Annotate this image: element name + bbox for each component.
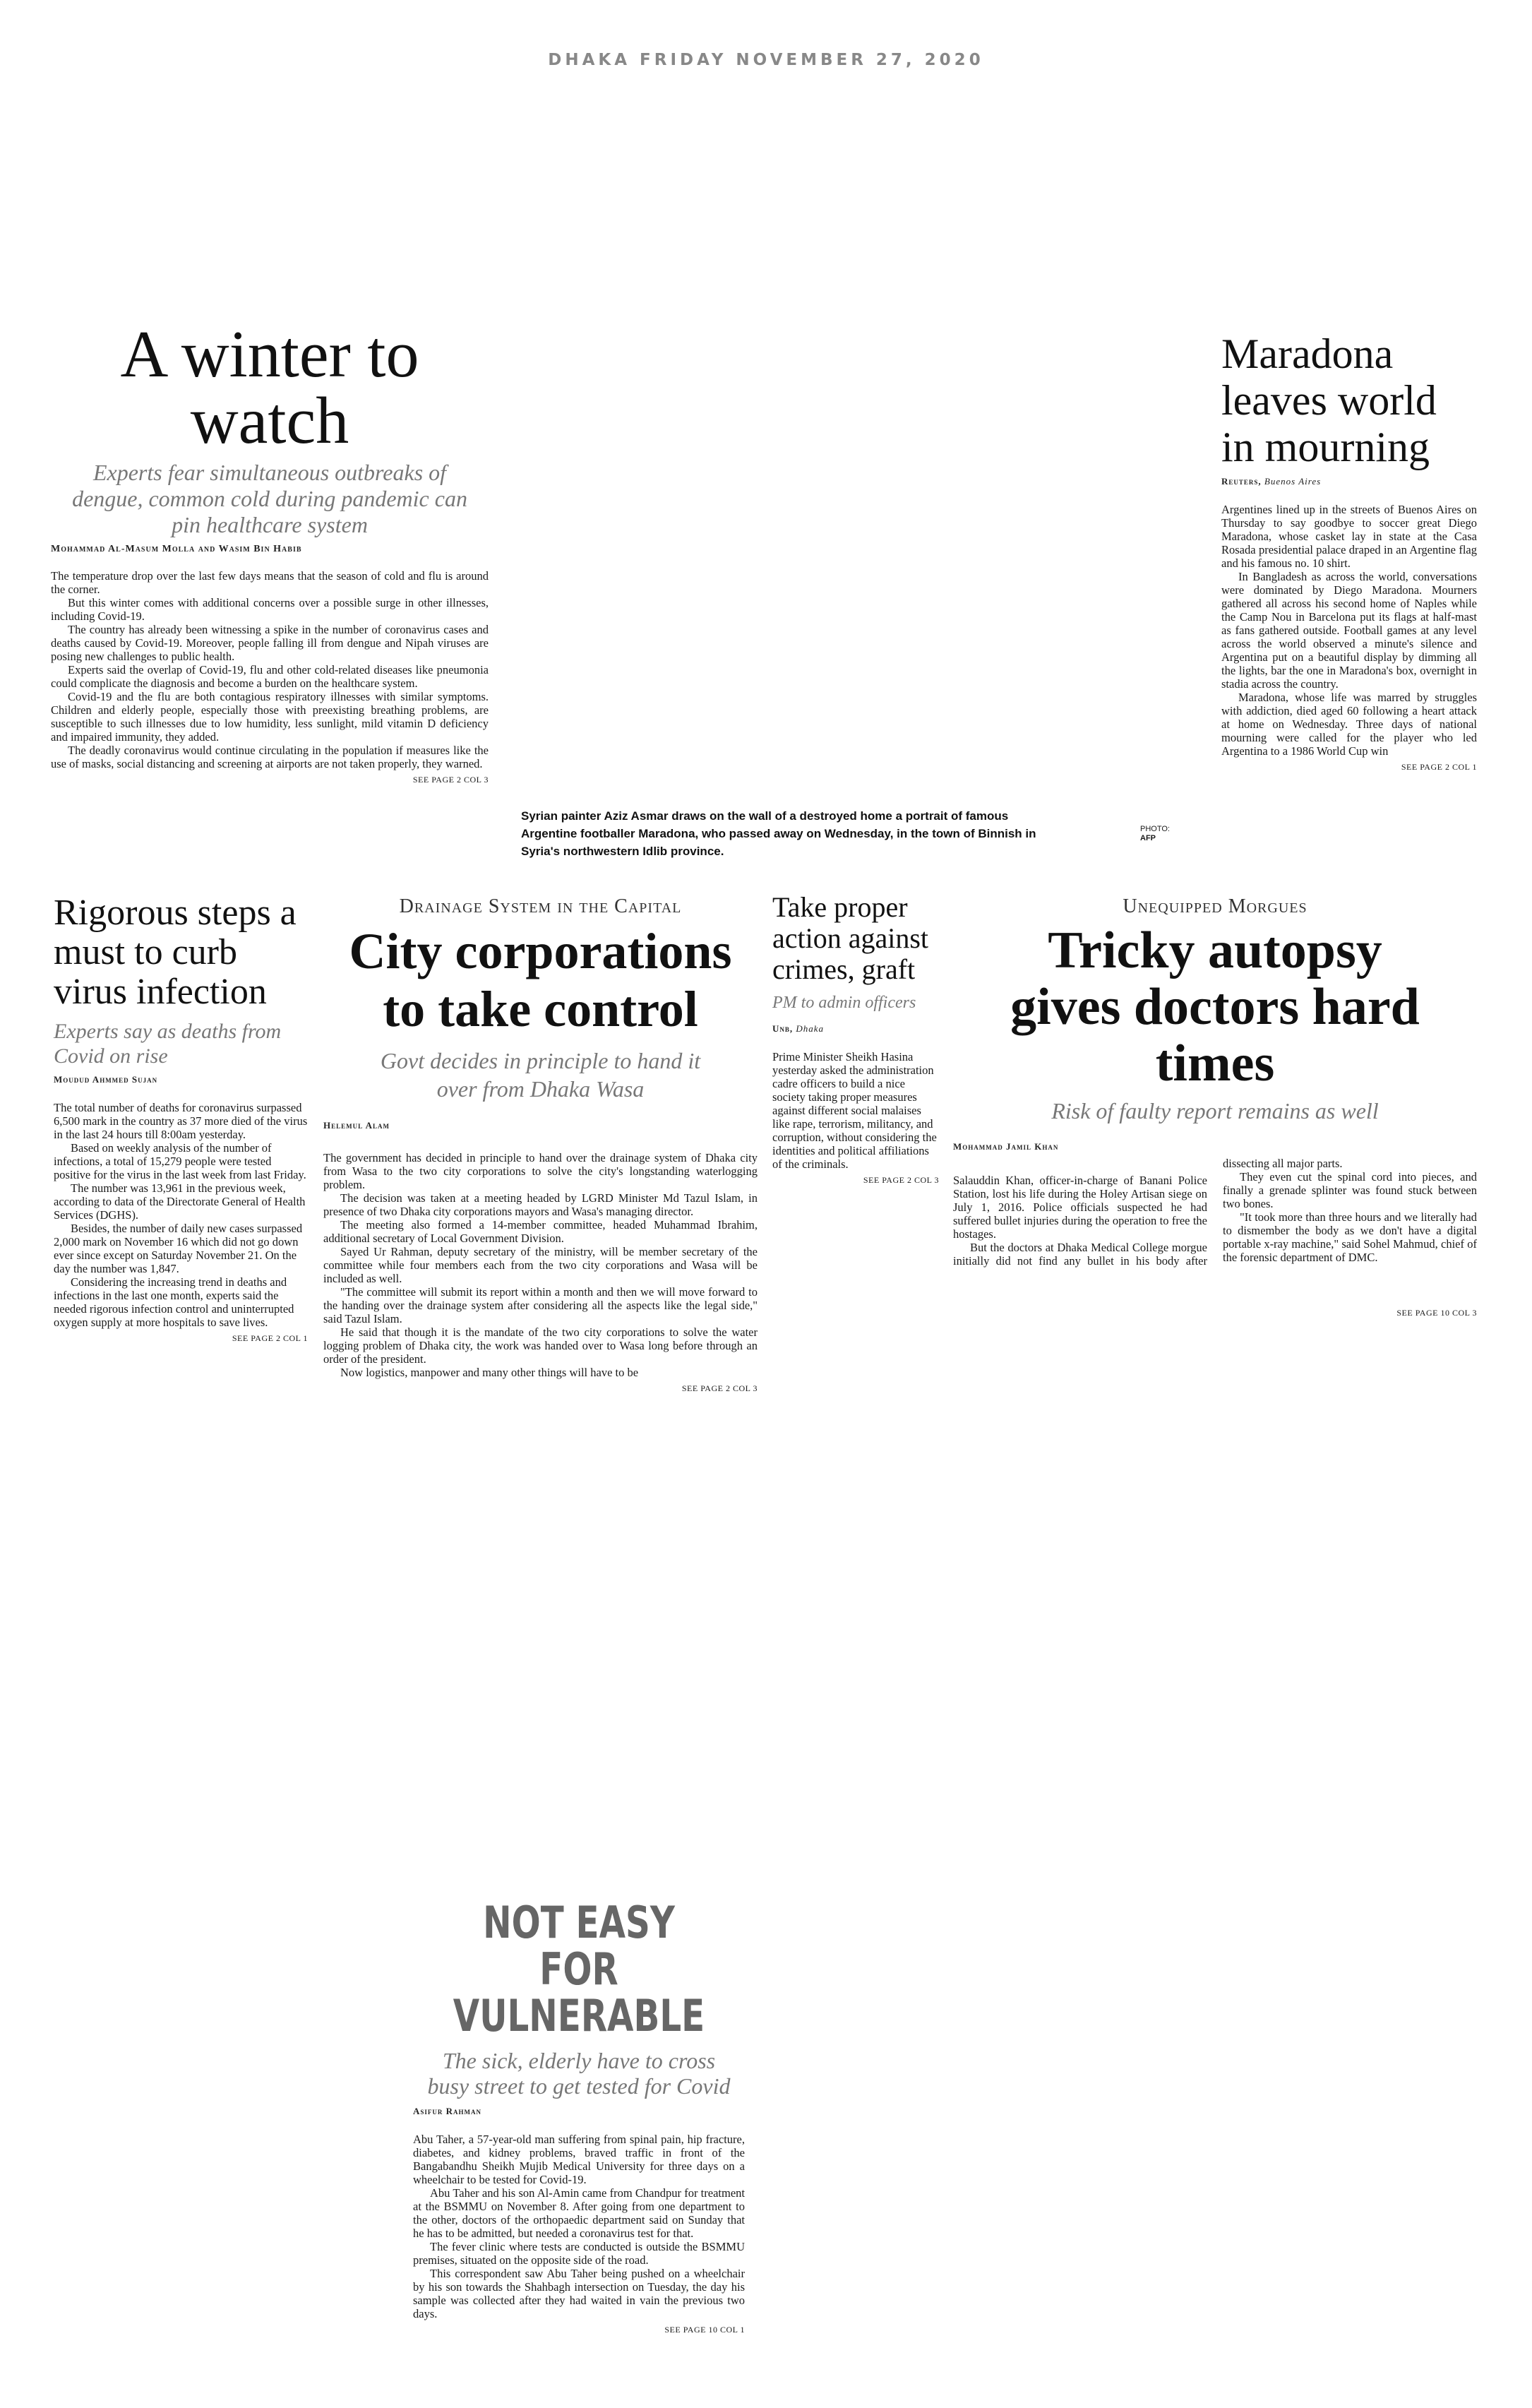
paragraph: The meeting also formed a 14-member committee, headed Muhammad Ibrahim, additional secretary of Local Government Division.: [323, 1218, 758, 1245]
paragraph: The number was 13,961 in the previous week, according to data of the Directorate General of Health Services (DGHS).: [54, 1181, 306, 1222]
byline-winter: Mohammad Al-Masum Molla and Wasim Bin Habib: [51, 544, 302, 554]
paragraph: The country has already been witnessing a spike in the number of coronavirus cases and deaths caused by Covid-19. Moreover, people falling ill from dengue and Nipah viruses are posing new challenges to public health.: [51, 623, 489, 663]
paragraph: Sayed Ur Rahman, deputy secretary of the ministry, will be member secretary of the committee while four members each from the two city corporations and Wasa will be included as well.: [323, 1245, 758, 1285]
byline-autopsy: Mohammad Jamil Khan: [953, 1141, 1059, 1152]
headline-maradona: Maradona leaves world in mourning: [1221, 330, 1437, 470]
paragraph: Besides, the number of daily new cases surpassed 2,000 mark on November 16 which did not go down ever since except on Saturday November 21. On the day the number was 1,847.: [54, 1222, 303, 1275]
paragraph: "It took more than three hours and we literally had to dismember the body as we don't have a digital portable x-ray machine," said Sohel Mahmud, chief of the forensic department of DMC.: [1223, 1210, 1477, 1264]
jump-line: SEE PAGE 2 COL 3: [412, 775, 489, 785]
body-winter: [51, 569, 489, 770]
paragraph: Salauddin Khan, officer-in-charge of Banani Police Station, lost his life during the Holey Artisan siege on July 1, 2016. Police officials suspected he had suffered bullet injuries during the operation to free the hostages.: [953, 1174, 1207, 1241]
byline-vulnerable: Asifur Rahman: [413, 2106, 482, 2116]
kicker-autopsy: Unequipped Morgues: [1123, 895, 1307, 917]
jump-line: SEE PAGE 2 COL 1: [232, 1333, 308, 1343]
photo-caption: Syrian painter Aziz Asmar draws on the wall of a destroyed home a portrait of famous Argentine footballer Maradona, who passed away on Wednesday, in the town of Binnish in Syria's northwestern Idlib province.: [521, 809, 1036, 858]
byline-agency: Reuters,: [1221, 476, 1262, 487]
subhead-action: PM to admin officers: [772, 994, 916, 1012]
body-vulnerable: [413, 2133, 745, 2320]
paragraph: Covid-19 and the flu are both contagious respiratory illnesses with similar symptoms. Children and elderly people, especially those with preexisting breathing problems, are susceptible to such illnesses due to low humidity, less sunlight, mild vitamin D deficiency and impaired immunity, they added.: [51, 690, 489, 744]
subhead-vulnerable: The sick, elderly have to cross busy street to get tested for Covid: [427, 2048, 731, 2099]
jump-line: SEE PAGE 2 COL 3: [681, 1383, 758, 1393]
byline-maradona: [1221, 476, 1477, 487]
photo-credit: [1140, 825, 1197, 843]
story-rigorous: [54, 893, 308, 1344]
headline-city: City corporations to take control: [349, 923, 732, 1037]
paragraph: He said that though it is the mandate of the two city corporations to solve the water logging problem of Dhaka city, the work was handed over to Wasa long before through an order of the president.: [323, 1325, 758, 1366]
byline-city: Helemul Alam: [323, 1120, 390, 1131]
body-rigorous: [54, 1101, 308, 1329]
story-autopsy: [953, 895, 1477, 1318]
jump-line: SEE PAGE 10 COL 3: [1396, 1308, 1477, 1318]
body-action: [772, 1050, 939, 1171]
jump-line: SEE PAGE 10 COL 1: [664, 2325, 745, 2335]
jump-line: SEE PAGE 2 COL 1: [1401, 762, 1477, 772]
story-action: [772, 892, 939, 1186]
story-winter: [51, 318, 489, 785]
headline-vulnerable: NOT EASY FOR VULNERABLE: [453, 1897, 705, 2042]
body-city: [323, 1151, 758, 1379]
subhead-autopsy: Risk of faulty report remains as well: [1051, 1098, 1379, 1123]
paragraph: Considering the increasing trend in deaths and infections in the last one month, experts said the needed rigorous infection control and uninterrupted oxygen supply at more hospitals to save lives.: [54, 1275, 294, 1329]
headline-winter: A winter to watch: [120, 318, 419, 458]
paragraph: But this winter comes with additional concerns over a possible surge in other illnesses, including Covid-19.: [51, 596, 489, 623]
paragraph: Prime Minister Sheikh Hasina yesterday asked the administration cadre officers to build a nice society taking proper measures against different social malaises like rape, terrorism, militancy, and corruption, without considering the identities and political affiliations of the criminals.: [772, 1050, 937, 1171]
subhead-rigorous: Experts say as deaths from Covid on rise: [54, 1020, 282, 1068]
byline-location: Dhaka: [796, 1023, 825, 1034]
paragraph: This correspondent saw Abu Taher being pushed on a wheelchair by his son towards the Shahbagh intersection on Tuesday, the day his sample was collected after they had waited in vain the previous two days.: [413, 2267, 745, 2320]
paragraph: Based on weekly analysis of the number of infections, a total of 15,279 people were tested positive for the virus in the last week from last Friday.: [54, 1141, 306, 1181]
paragraph: Argentines lined up in the streets of Buenos Aires on Thursday to say goodbye to soccer great Diego Maradona, whose casket lay in state at the Casa Rosada presidential palace draped in an Argentine flag and his famous no. 10 shirt.: [1221, 503, 1477, 570]
paragraph: They even cut the spinal cord into pieces, and finally a grenade splinter was found stuck between two bones.: [1223, 1170, 1477, 1210]
paragraph: Abu Taher and his son Al-Amin came from Chandpur for treatment at the BSMMU on November 8. After going from one department to the other, doctors of the orthopaedic department said on Sunday that he has to be admitted, but needed a coronavirus test for that.: [413, 2186, 745, 2240]
photo-credit-source: AFP: [1140, 834, 1156, 842]
byline-agency: Unb,: [772, 1023, 794, 1034]
story-maradona: [1221, 330, 1477, 773]
paragraph: The total number of deaths for coronavirus surpassed 6,500 mark in the country as 37 more died of the virus in the last 24 hours till 8:00am yesterday.: [54, 1101, 308, 1141]
paragraph: The government has decided in principle to hand over the drainage system of Dhaka city from Wasa to the two city corporations to solve the city's longstanding waterlogging problem.: [323, 1151, 758, 1191]
subhead-winter: Experts fear simultaneous outbreaks of dengue, common cold during pandemic can pin healthcare system: [72, 460, 467, 537]
paragraph: Experts said the overlap of Covid-19, flu and other cold-related diseases like pneumonia could complicate the diagnosis and become a burden on the healthcare system.: [51, 663, 489, 690]
paragraph: Maradona, whose life was marred by struggles with addiction, died aged 60 following a heart attack at home on Wednesday. Three days of national mourning were called for the player who led Argentina to a 1986 World Cup win: [1221, 691, 1477, 758]
paragraph: But the doctors at Dhaka Medical College morgue initially did not find any bullet in his body after dissecting all major parts.: [953, 1157, 1343, 1268]
headline-action: Take proper action against crimes, graft: [772, 891, 929, 985]
kicker-city: Drainage System in the Capital: [399, 895, 682, 917]
paragraph: Now logistics, manpower and many other things will have to be: [340, 1366, 639, 1379]
headline-rigorous: Rigorous steps a must to curb virus infection: [54, 893, 297, 1012]
paragraph: The temperature drop over the last few days means that the season of cold and flu is around the corner.: [51, 569, 489, 596]
byline-location: Buenos Aires: [1264, 476, 1322, 487]
byline-rigorous: Moudud Ahmmed Sujan: [54, 1074, 158, 1085]
headline-autopsy: Tricky autopsy gives doctors hard times: [1010, 922, 1420, 1092]
paragraph: The deadly coronavirus would continue circulating in the population if measures like the use of masks, social distancing and screening at airports are not taken properly, they warned.: [51, 744, 489, 770]
body-autopsy: [953, 1157, 1477, 1304]
paragraph: The fever clinic where tests are conducted is outside the BSMMU premises, situated on the opposite side of the road.: [413, 2240, 745, 2267]
paragraph: The decision was taken at a meeting headed by LGRD Minister Md Tazul Islam, in presence of two Dhaka city corporations mayors and Wasa's managing director.: [323, 1191, 758, 1218]
byline-action: [772, 1023, 939, 1035]
paragraph: "The committee will submit its report within a month and then we will move forward to the handing over the drainage system after considering all the aspects like the legal side," said Tazul Islam.: [323, 1285, 758, 1325]
paragraph: Abu Taher, a 57-year-old man suffering from spinal pain, hip fracture, diabetes, and kidney problems, braved traffic in front of the Bangabandhu Sheikh Mujib Medical University for three days on a wheelchair to be tested for Covid-19.: [413, 2133, 745, 2186]
body-maradona: [1221, 503, 1477, 758]
paragraph: In Bangladesh as across the world, conversations were dominated by Diego Maradona. Mourners gathered all across his second home of Naples while the Camp Nou in Barcelona put its flags at half-mast as fans gathered outside. Football games at any level across the world observed a minute's silence and Argentina put on a beautiful display by dimming all the lights, bar the one in Maradona's box, overnight in stadia across the country.: [1221, 570, 1477, 691]
story-city: [323, 895, 758, 1394]
dateline: DHAKA FRIDAY NOVEMBER 27, 2020: [548, 51, 984, 69]
photo-credit-label: PHOTO:: [1140, 825, 1170, 833]
jump-line: SEE PAGE 2 COL 3: [863, 1175, 939, 1185]
subhead-city: Govt decides in principle to hand it over from Dhaka Wasa: [380, 1048, 701, 1102]
story-vulnerable: [413, 1897, 745, 2335]
